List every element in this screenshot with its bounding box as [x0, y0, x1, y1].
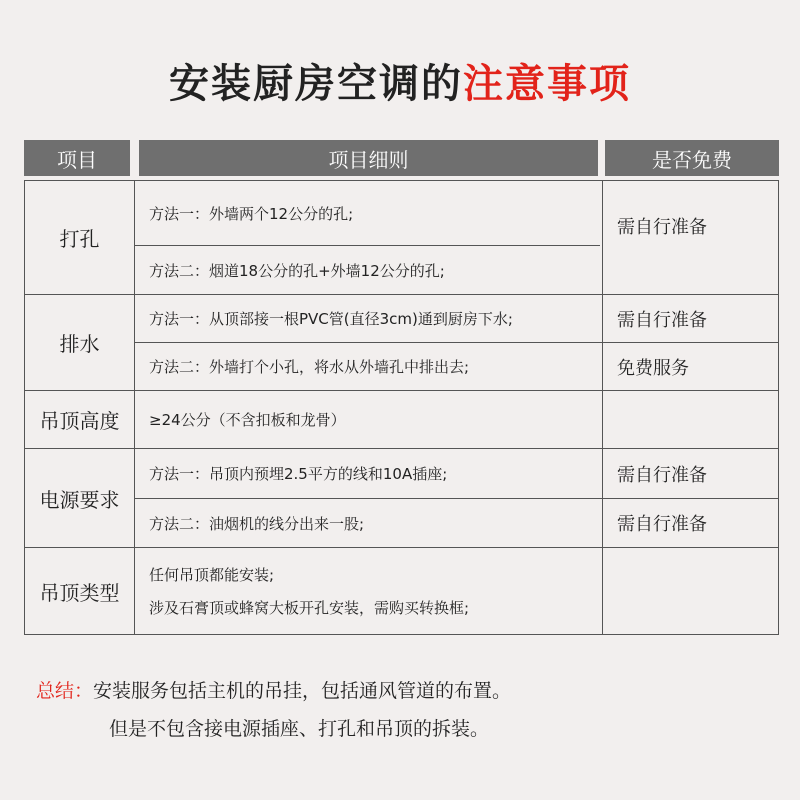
- row-detail: 方法二：烟道18公分的孔+外墙12公分的孔;: [149, 261, 445, 280]
- row-detail: 方法一：吊顶内预埋2.5平方的线和10A插座;: [149, 465, 448, 483]
- title-main: 安装厨房空调的: [169, 61, 463, 107]
- title-highlight: 注意事项: [463, 61, 631, 107]
- summary-line-1: [36, 672, 511, 710]
- row-fee: 需自行准备: [617, 216, 707, 238]
- row-name-ceiling-type: 吊顶类型: [39, 580, 120, 605]
- row-fee: 免费服务: [617, 357, 689, 379]
- row-name-power: 电源要求: [39, 487, 120, 512]
- row-name-drilling: 打孔: [59, 227, 100, 251]
- row-fee: 需自行准备: [617, 464, 707, 486]
- row-detail-group: [135, 548, 602, 634]
- summary-text-2: 但是不包含接电源插座、打孔和吊顶的拆装。: [109, 718, 490, 740]
- row-fee: [603, 548, 780, 634]
- row-detail: 涉及石膏顶或蜂窝大板开孔安装，需购买转换框;: [149, 599, 470, 617]
- row-fee: [603, 391, 780, 448]
- summary: [36, 672, 511, 748]
- header-fee: 是否免费: [605, 140, 779, 176]
- row-fee: 需自行准备: [617, 514, 707, 535]
- header-item: 项目: [24, 140, 130, 176]
- row-detail: 方法二：油烟机的线分出来一股;: [149, 514, 365, 533]
- row-name-ceiling-height: 吊顶高度: [39, 409, 120, 433]
- row-detail: 方法二：外墙打个小孔，将水从外墙孔中排出去;: [149, 358, 470, 376]
- summary-text-1: 安装服务包括主机的吊挂，包括通风管道的布置。: [93, 680, 512, 702]
- row-fee: 需自行准备: [617, 309, 707, 331]
- row-detail: 方法一：外墙两个12公分的孔;: [149, 204, 354, 223]
- row-detail: 任何吊顶都能安装;: [149, 566, 275, 584]
- row-name-drainage: 排水: [59, 332, 100, 356]
- row-detail: 方法一：从顶部接一根PVC管(直径3cm)通到厨房下水;: [149, 310, 513, 328]
- header-detail: 项目细则: [139, 140, 598, 176]
- notes-table: [24, 180, 779, 635]
- page-title: [0, 52, 800, 109]
- row-detail: ≥24公分（不含扣板和龙骨）: [149, 411, 346, 429]
- summary-label: 总结：: [36, 680, 94, 702]
